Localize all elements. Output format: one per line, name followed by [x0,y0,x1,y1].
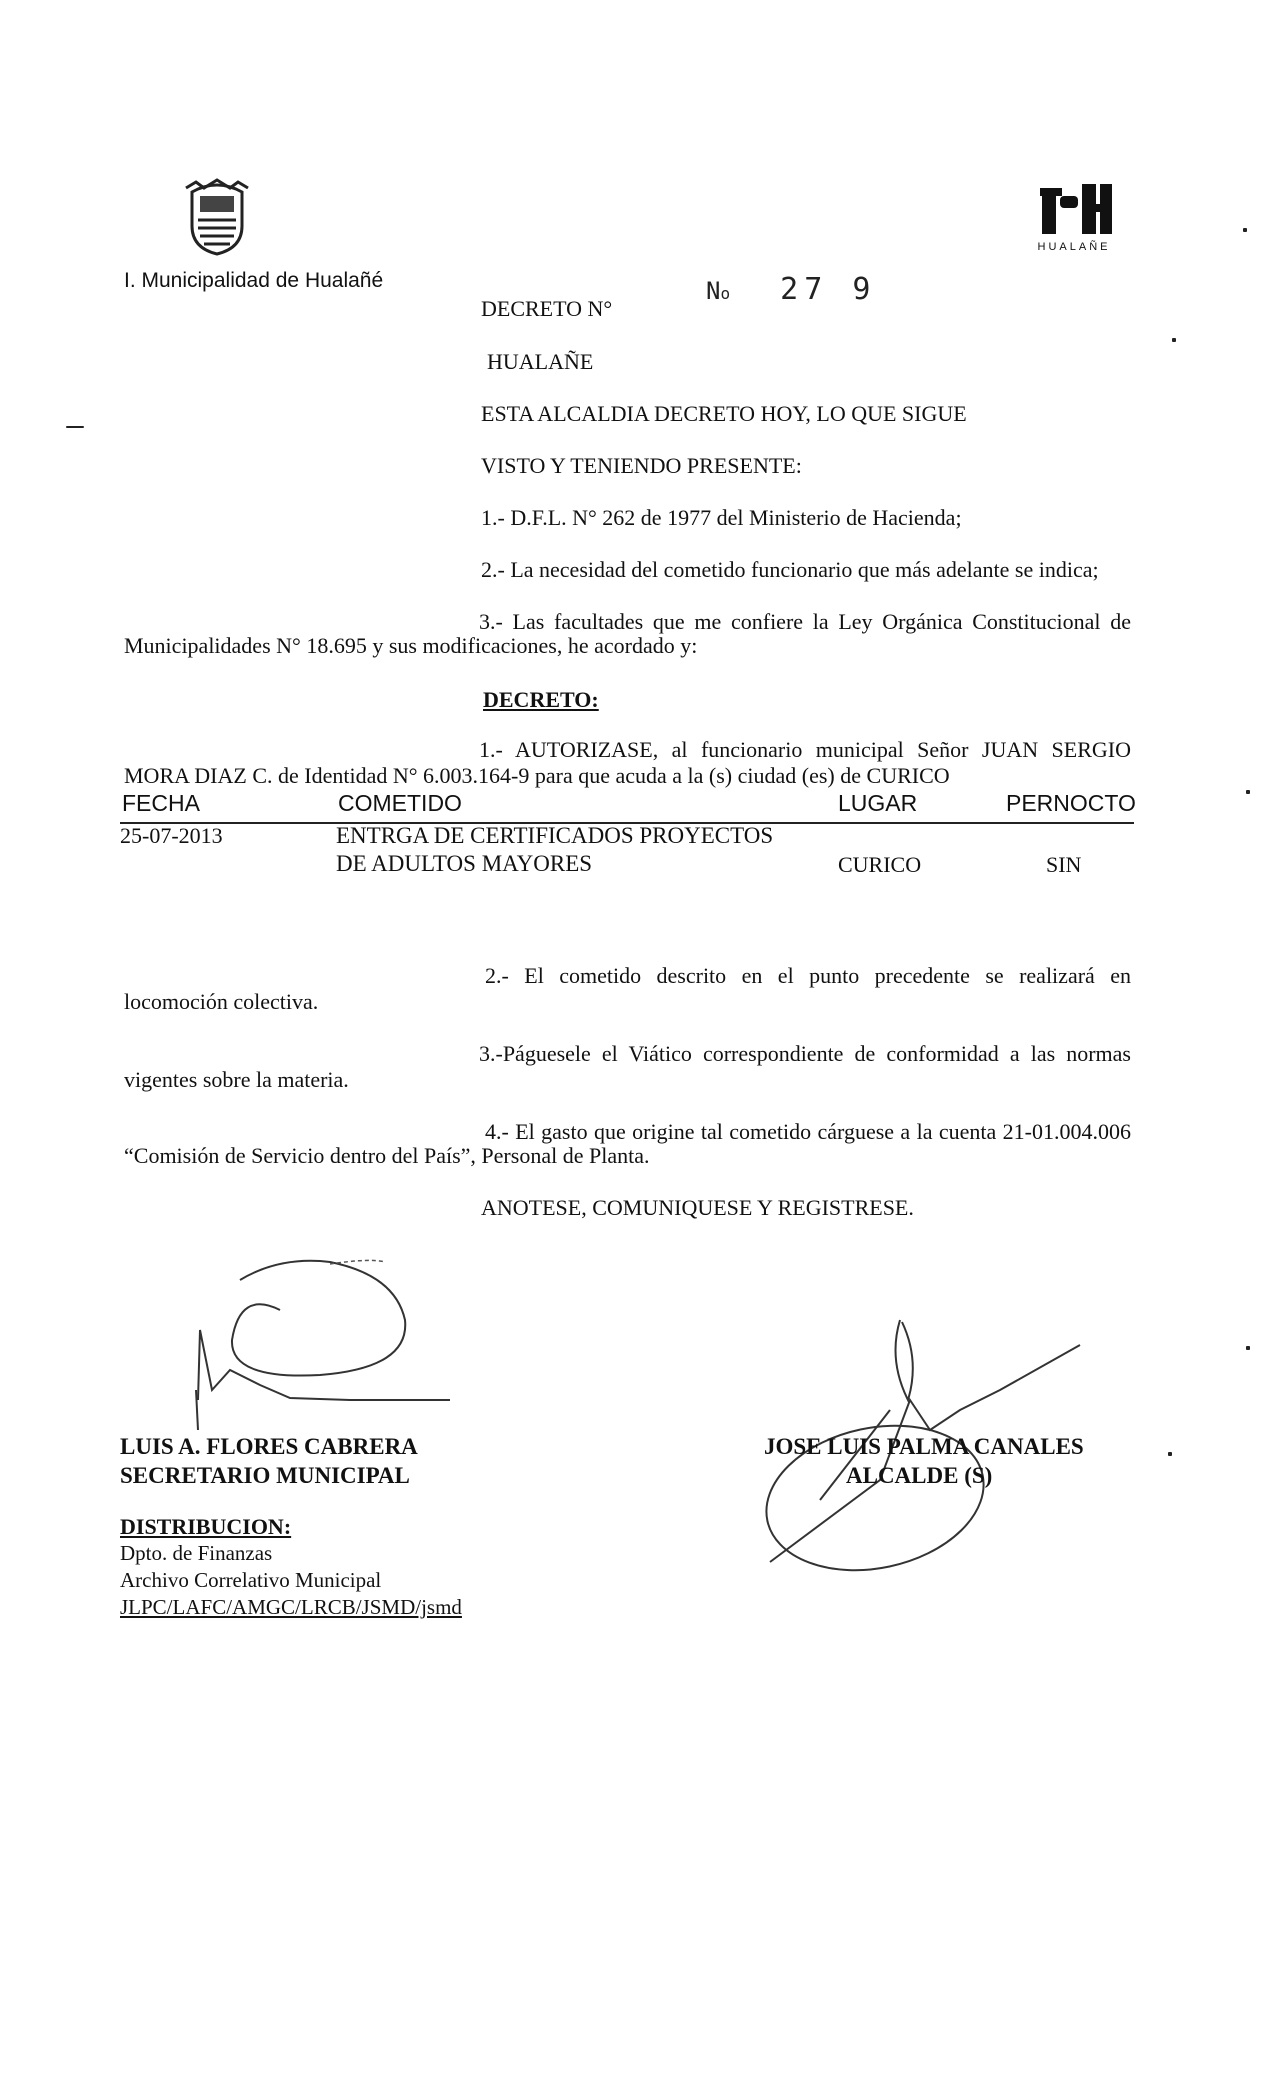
point-4-line-2: “Comisión de Servicio dentro del País”, Personal de Planta. [124,1143,650,1168]
scan-speck [1246,790,1250,794]
signer-left-name: LUIS A. FLORES CABRERA [120,1434,418,1459]
table-header-pernocto: PERNOCTO [1006,790,1136,816]
table-cell-lugar: CURICO [838,852,922,877]
distribution-item: Archivo Correlativo Municipal [120,1568,382,1592]
point-4-line-1: 4.- El gasto que origine tal cometido cárguese a la cuenta 21-01.004.006 [485,1119,1131,1144]
scan-speck [1172,338,1176,342]
distribution-initials: JLPC/LAFC/AMGC/LRCB/JSMD/jsmd [120,1595,462,1619]
point-2-line-2: locomoción colectiva. [124,989,319,1014]
table-cell-pernocto: SIN [1046,852,1082,877]
visto-heading: VISTO Y TENIENDO PRESENTE: [481,453,802,478]
consideration-3-cont: Municipalidades N° 18.695 y sus modificaciones, he acordado y: [124,633,698,658]
distribution-item: Dpto. de Finanzas [120,1541,273,1565]
signer-left-title: SECRETARIO MUNICIPAL [120,1463,410,1488]
distribution-heading: DISTRIBUCION: [120,1514,292,1539]
municipality-name: I. Municipalidad de Hualañé [124,269,384,292]
consideration-2: 2.- La necesidad del cometido funcionario que más adelante se indica; [481,557,1099,582]
table-cell-cometido-2: DE ADULTOS MAYORES [336,851,593,876]
consideration-3: 3.- Las facultades que me confiere la Ley Orgánica Constitucional de [479,609,1131,634]
scan-speck [1243,228,1247,232]
decree-intro: ESTA ALCALDIA DECRETO HOY, LO QUE SIGUE [481,401,967,426]
decree-number-stamp: No 27 9 [706,272,877,307]
municipal-coat-of-arms [182,178,252,256]
scan-speck [1168,1452,1172,1456]
closing-formula: ANOTESE, COMUNIQUESE Y REGISTRESE. [481,1195,914,1220]
signer-right-title: ALCALDE (S) [846,1463,993,1488]
scan-speck [66,426,84,428]
decree-number-label: DECRETO N° [481,296,613,321]
decreto-heading: DECRETO: [483,687,599,712]
decree-place: HUALAÑE [487,349,594,374]
table-header-lugar: LUGAR [838,790,918,816]
table-cell-fecha: 25-07-2013 [120,823,223,848]
table-header-fecha: FECHA [122,790,200,816]
signer-right-name: JOSE LUIS PALMA CANALES [764,1434,1084,1459]
logo-wordmark: HUALAÑE [1037,241,1111,253]
table-header-cometido: COMETIDO [338,790,462,816]
point-3-line-1: 3.-Páguesele el Viático correspondiente de conformidad a las normas [479,1041,1131,1066]
point-1-line-2: MORA DIAZ C. de Identidad N° 6.003.164-9 para que acuda a la (s) ciudad (es) de CURICO [124,763,950,788]
hualane-logo [1034,180,1114,262]
point-1-line-1: 1.- AUTORIZASE, al funcionario municipal Señor JUAN SERGIO [479,737,1131,762]
point-2-line-1: 2.- El cometido descrito en el punto precedente se realizará en [485,963,1131,988]
point-3-line-2: vigentes sobre la materia. [124,1067,349,1092]
signature-secretary [170,1250,470,1430]
table-cell-cometido-1: ENTRGA DE CERTIFICADOS PROYECTOS [336,823,774,848]
scan-speck [1246,1346,1250,1350]
consideration-1: 1.- D.F.L. N° 262 de 1977 del Ministerio de Hacienda; [481,505,962,530]
stamp-digits: 27 9 [780,272,877,307]
